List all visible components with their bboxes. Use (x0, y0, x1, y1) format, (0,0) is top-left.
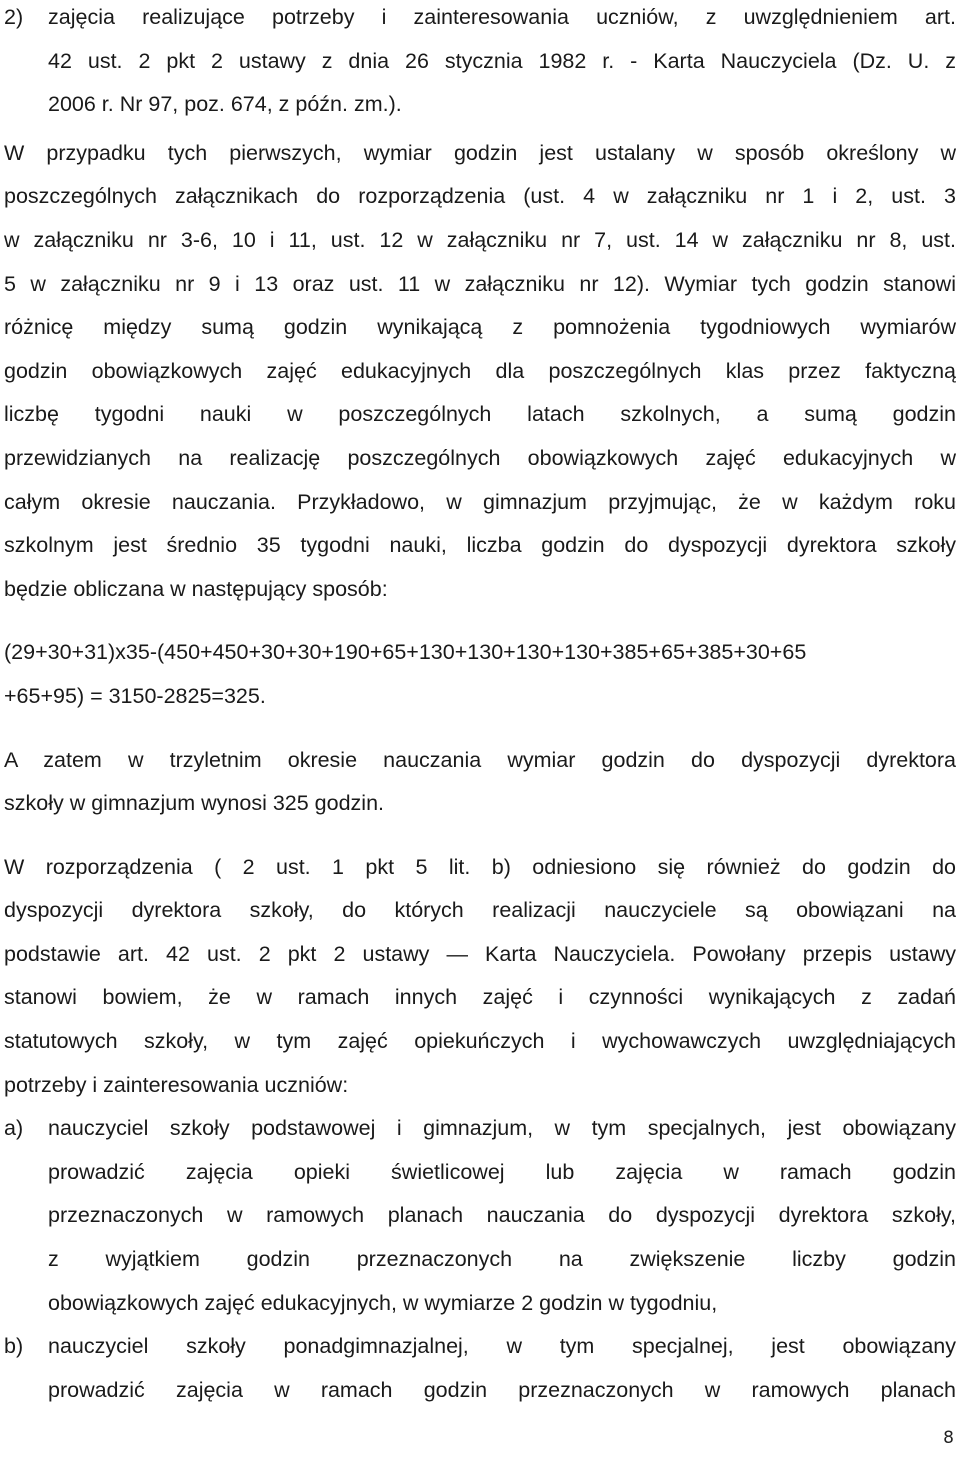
text-line: W przypadku tych pierwszych, wymiar godzin jest ustalany w sposób określony w (4, 140, 956, 165)
text-line: obowiązkowych zajęć edukacyjnych, w wymiarze 2 godzin w tygodniu, (48, 1290, 718, 1315)
text-line: różnicę między sumą godzin wynikającą z pomnożenia tygodniowych wymiarów (4, 315, 956, 340)
list-item-b (4, 1325, 956, 1412)
text-line: A zatem w trzyletnim okresie nauczania wymiar godzin do dyspozycji dyrektora (4, 747, 956, 772)
text-line: szkoły w gimnazjum wynosi 325 godzin. (4, 791, 384, 816)
text-line: podstawie art. 42 ust. 2 pkt 2 ustawy — Karta Nauczyciela. Powołany przepis ustawy (4, 941, 956, 966)
text-line: dyspozycji dyrektora szkoły, do których realizacji nauczyciele są obowiązani na (4, 898, 956, 923)
paragraph (4, 846, 956, 1108)
paragraph (4, 739, 956, 826)
text-line: nauczyciel szkoły ponadgimnazjalnej, w tym specjalnej, jest obowiązany (48, 1334, 956, 1359)
spacer (4, 719, 956, 739)
spacer (4, 826, 956, 846)
text-line: liczbę tygodni nauki w poszczególnych latach szkolnych, a sumą godzin (4, 402, 956, 427)
list-item-a (4, 1107, 956, 1325)
text-line: W rozporządzenia ( 2 ust. 1 pkt 5 lit. b) odniesiono się również do godzin do (4, 854, 956, 879)
text-line: poszczególnych załącznikach do rozporządzenia (ust. 4 w załączniku nr 1 i 2, ust. 3 (4, 184, 956, 209)
text-line: przewidzianych na realizację poszczególnych obowiązkowych zajęć edukacyjnych w (4, 445, 956, 470)
list-item-body (48, 1107, 956, 1325)
text-line: prowadzić zajęcia w ramach godzin przeznaczonych w ramowych planach (48, 1377, 956, 1402)
list-item-2 (4, 0, 956, 127)
paragraph (4, 132, 956, 612)
text-line: stanowi bowiem, że w ramach innych zajęć i czynności wynikających z zadań (4, 985, 956, 1010)
spacer (4, 611, 956, 631)
text-line: przeznaczonych w ramowych planach nauczania do dyspozycji dyrektora szkoły, (48, 1203, 956, 1228)
text-line: całym okresie nauczania. Przykładowo, w gimnazjum przyjmując, że w każdym roku (4, 489, 956, 514)
text-line: potrzeby i zainteresowania uczniów: (4, 1072, 349, 1097)
list-marker: b) (4, 1334, 24, 1359)
list-item-body (48, 0, 956, 127)
text-line: nauczyciel szkoły podstawowej i gimnazjum, w tym specjalnych, jest obowiązany (48, 1116, 956, 1141)
text-line: godzin obowiązkowych zajęć edukacyjnych dla poszczególnych klas przez faktyczną (4, 358, 956, 383)
list-marker: 2) (4, 5, 24, 29)
document-page (4, 0, 956, 1412)
text-line: będzie obliczana w następujący sposób: (4, 576, 388, 601)
text-line: szkolnym jest średnio 35 tygodni nauki, liczba godzin do dyspozycji dyrektora szkoły (4, 533, 956, 558)
text-line: z wyjątkiem godzin przeznaczonych na zwiększenie liczby godzin (48, 1247, 956, 1272)
formula (4, 631, 956, 718)
list-marker: a) (4, 1116, 24, 1141)
formula-line: (29+30+31)x35-(450+450+30+30+190+65+130+130+130+130+385+65+385+30+65 (4, 640, 807, 665)
text-line: 2006 r. Nr 97, poz. 674, z późn. zm.). (48, 92, 402, 117)
formula-line: +65+95) = 3150-2825=325. (4, 683, 266, 708)
list-item-body (48, 1325, 956, 1412)
page-number: 8 (943, 1428, 954, 1448)
text-line: zajęcia realizujące potrzeby i zainteresowania uczniów, z uwzględnieniem art. (48, 5, 956, 29)
text-line: 42 ust. 2 pkt 2 ustawy z dnia 26 stycznia 1982 r. - Karta Nauczyciela (Dz. U. z (48, 48, 956, 73)
text-line: w załączniku nr 3-6, 10 i 11, ust. 12 w załączniku nr 7, ust. 14 w załączniku nr 8, ust. (4, 227, 956, 252)
text-line: statutowych szkoły, w tym zajęć opiekuńczych i wychowawczych uwzględniających (4, 1029, 956, 1054)
text-line: 5 w załączniku nr 9 i 13 oraz ust. 11 w załączniku nr 12). Wymiar tych godzin stanowi (4, 271, 956, 296)
text-line: prowadzić zajęcia opieki świetlicowej lub zajęcia w ramach godzin (48, 1159, 956, 1184)
